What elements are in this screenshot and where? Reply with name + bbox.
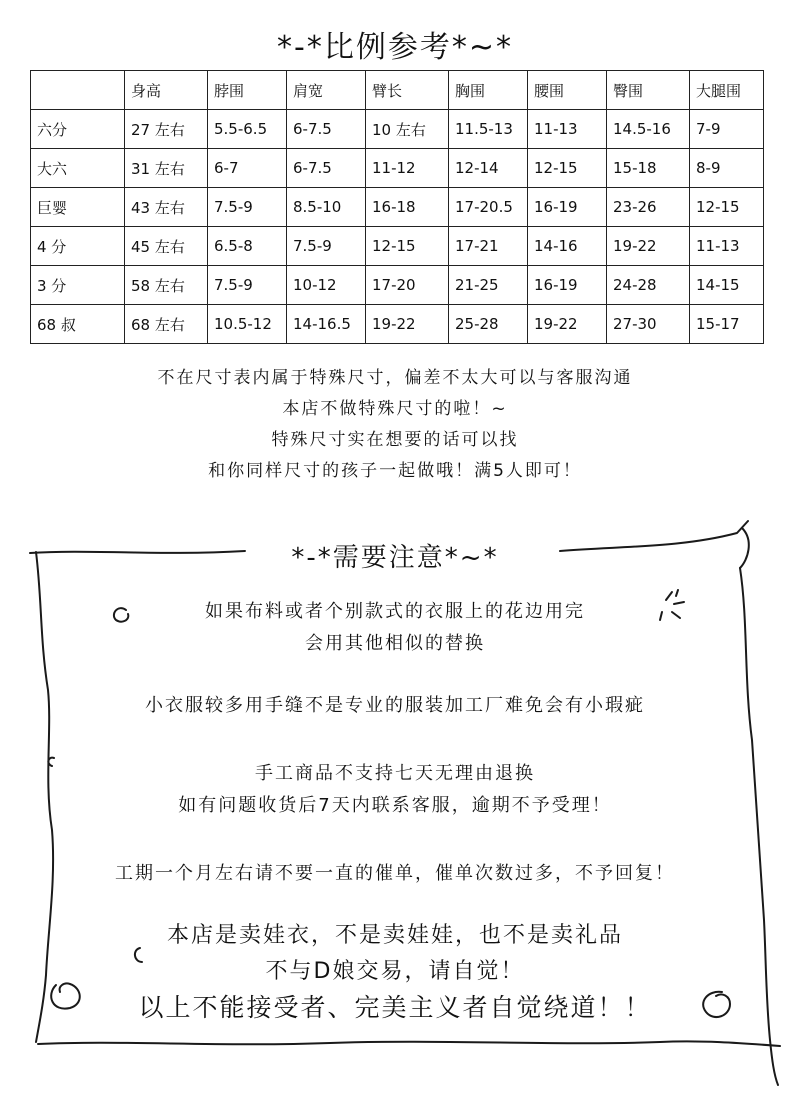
note-line: 和你同样尺寸的孩子一起做哦！满5人即可！ bbox=[208, 461, 582, 481]
table-cell: 43 左右 bbox=[125, 188, 208, 227]
table-cell: 14-16 bbox=[528, 227, 607, 266]
table-cell: 24-28 bbox=[607, 266, 690, 305]
frame-bottom-edge bbox=[38, 1041, 780, 1046]
column-header: 肩宽 bbox=[287, 71, 366, 110]
table-cell: 25-28 bbox=[449, 305, 528, 344]
notice-block-shop-policy bbox=[55, 918, 735, 1026]
frame-left-edge bbox=[36, 552, 53, 1042]
table-cell: 14-16.5 bbox=[287, 305, 366, 344]
notice-title-text: *-*需要注意*~* bbox=[277, 543, 512, 573]
table-cell: 58 左右 bbox=[125, 266, 208, 305]
table-cell: 17-20 bbox=[366, 266, 449, 305]
table-cell: 68 叔 bbox=[31, 305, 125, 344]
table-cell: 7-9 bbox=[690, 110, 764, 149]
table-cell: 16-18 bbox=[366, 188, 449, 227]
notice-line: 手工商品不支持七天无理由退换 bbox=[255, 763, 535, 784]
notice-line: 本店是卖娃衣，不是卖娃娃，也不是卖礼品 bbox=[166, 923, 623, 948]
notice-line: 以上不能接受者、完美主义者自觉绕道！！ bbox=[138, 993, 652, 1022]
notice-line: 工期一个月左右请不要一直的催单，催单次数过多，不予回复！ bbox=[115, 863, 675, 884]
table-cell: 19-22 bbox=[607, 227, 690, 266]
column-header: 腰围 bbox=[528, 71, 607, 110]
table-cell: 巨婴 bbox=[31, 188, 125, 227]
notice-line: 如有问题收货后7天内联系客服，逾期不予受理！ bbox=[178, 795, 612, 816]
note-line: 特殊尺寸实在想要的话可以找 bbox=[271, 430, 519, 450]
notice-block-lead-time bbox=[55, 858, 735, 890]
column-header: 大腿围 bbox=[690, 71, 764, 110]
table-cell: 10 左右 bbox=[366, 110, 449, 149]
notice-line: 会用其他相似的替换 bbox=[305, 633, 485, 654]
notice-title bbox=[0, 537, 790, 574]
notice-line: 不与D娘交易，请自觉！ bbox=[265, 959, 525, 984]
table-cell: 8.5-10 bbox=[287, 188, 366, 227]
table-cell: 27 左右 bbox=[125, 110, 208, 149]
table-cell: 7.5-9 bbox=[208, 188, 287, 227]
size-reference-title: *-*比例参考*~* bbox=[277, 30, 513, 65]
table-cell: 11-13 bbox=[690, 227, 764, 266]
table-cell: 3 分 bbox=[31, 266, 125, 305]
table-cell: 15-18 bbox=[607, 149, 690, 188]
table-cell: 4 分 bbox=[31, 227, 125, 266]
table-cell: 11-12 bbox=[366, 149, 449, 188]
table-cell: 17-20.5 bbox=[449, 188, 528, 227]
notice-block-handmade bbox=[55, 690, 735, 722]
table-cell: 68 左右 bbox=[125, 305, 208, 344]
table-cell: 6-7.5 bbox=[287, 110, 366, 149]
notice-block-fabric bbox=[55, 596, 735, 660]
table-cell: 16-19 bbox=[528, 188, 607, 227]
table-cell: 12-15 bbox=[528, 149, 607, 188]
table-cell: 10.5-12 bbox=[208, 305, 287, 344]
table-cell: 19-22 bbox=[366, 305, 449, 344]
column-header: 身高 bbox=[125, 71, 208, 110]
table-cell: 11.5-13 bbox=[449, 110, 528, 149]
note-line: 本店不做特殊尺寸的啦！~ bbox=[282, 399, 508, 419]
table-cell: 12-15 bbox=[366, 227, 449, 266]
table-cell: 7.5-9 bbox=[208, 266, 287, 305]
table-cell: 六分 bbox=[31, 110, 125, 149]
table-cell: 16-19 bbox=[528, 266, 607, 305]
column-header: 脖围 bbox=[208, 71, 287, 110]
table-cell: 19-22 bbox=[528, 305, 607, 344]
swirl-doodle-left-mid bbox=[48, 758, 54, 766]
table-cell: 10-12 bbox=[287, 266, 366, 305]
notice-line: 小衣服较多用手缝不是专业的服装加工厂难免会有小瑕疵 bbox=[145, 695, 645, 716]
table-cell: 23-26 bbox=[607, 188, 690, 227]
table-cell: 6-7 bbox=[208, 149, 287, 188]
column-header: 臀围 bbox=[607, 71, 690, 110]
table-cell: 31 左右 bbox=[125, 149, 208, 188]
frame-right-edge bbox=[740, 568, 778, 1085]
table-cell: 12-14 bbox=[449, 149, 528, 188]
notice-section bbox=[55, 596, 735, 1026]
table-cell: 12-15 bbox=[690, 188, 764, 227]
table-cell: 27-30 bbox=[607, 305, 690, 344]
table-cell: 17-21 bbox=[449, 227, 528, 266]
table-cell: 6.5-8 bbox=[208, 227, 287, 266]
notice-block-returns bbox=[55, 758, 735, 822]
table-cell: 6-7.5 bbox=[287, 149, 366, 188]
table-cell: 5.5-6.5 bbox=[208, 110, 287, 149]
table-cell: 15-17 bbox=[690, 305, 764, 344]
table-cell: 11-13 bbox=[528, 110, 607, 149]
table-cell: 7.5-9 bbox=[287, 227, 366, 266]
table-cell: 14.5-16 bbox=[607, 110, 690, 149]
table-cell: 14-15 bbox=[690, 266, 764, 305]
notice-line: 如果布料或者个别款式的衣服上的花边用完 bbox=[205, 601, 585, 622]
column-header: 臂长 bbox=[366, 71, 449, 110]
table-cell: 45 左右 bbox=[125, 227, 208, 266]
column-header: 胸围 bbox=[449, 71, 528, 110]
table-cell: 大六 bbox=[31, 149, 125, 188]
note-line: 不在尺寸表内属于特殊尺寸，偏差不太大可以与客服沟通 bbox=[157, 368, 633, 388]
table-cell: 21-25 bbox=[449, 266, 528, 305]
table-cell: 8-9 bbox=[690, 149, 764, 188]
